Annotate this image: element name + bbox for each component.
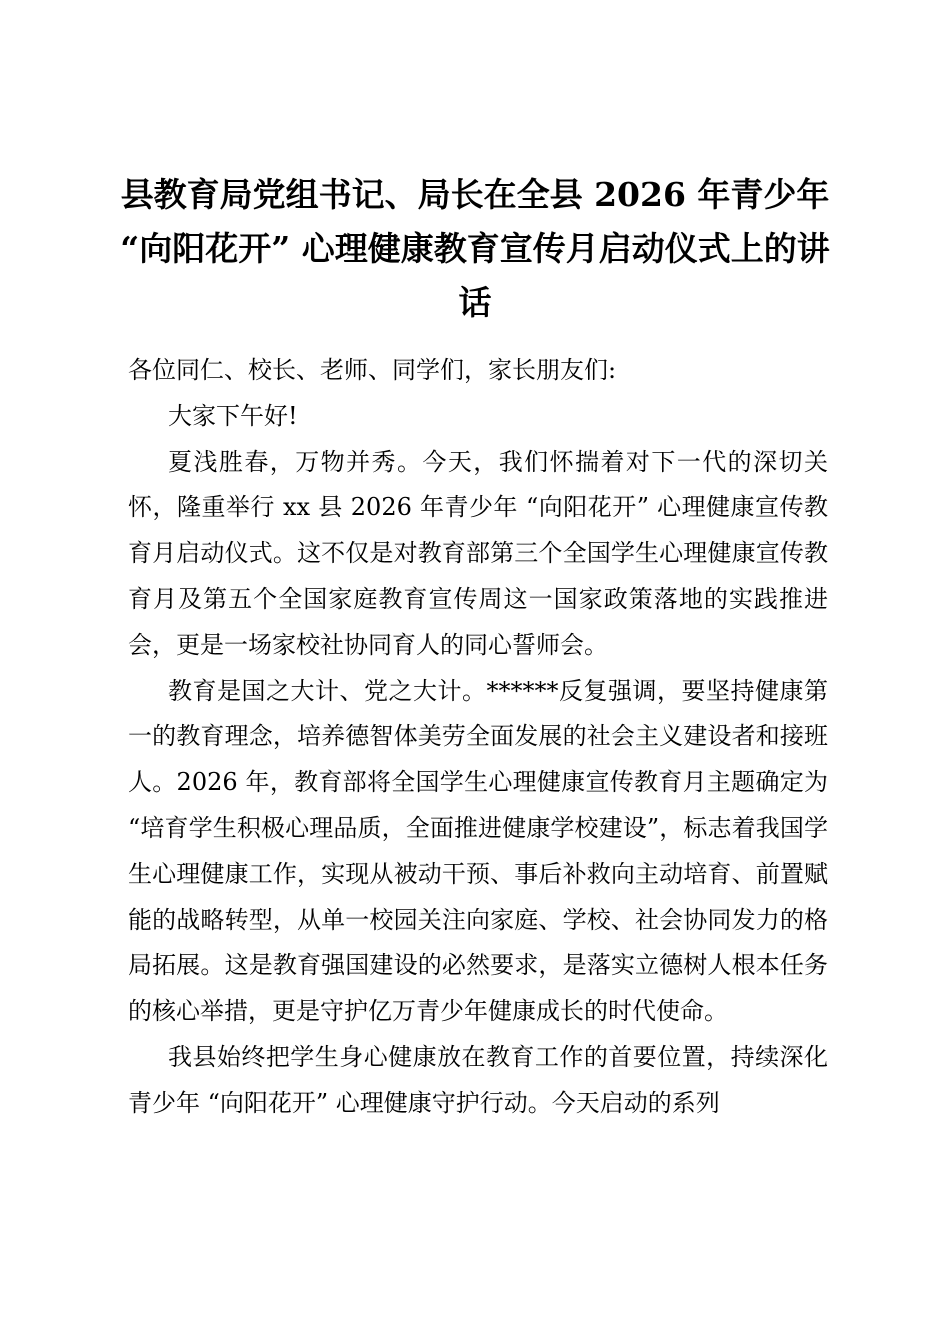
paragraph-2: 教育是国之大计、党之大计。******反复强调，要坚持健康第一的教育理念，培养德智体美劳全面发展的社会主义建设者和接班人。2026 年，教育部将全国学生心理健康宣传教育月主题确定为 “培育学生积极心理品质，全面推进健康学校建设”，标志着我国学生心理健康工作，实现从被动干预、事后补救向主动培育、前置赋能的战略转型，从单一校园关注向家庭、学校、社会协同发力的格局拓展。这是教育强国建设的必然要求，是落实立德树人根本任务的核心举措，更是守护亿万青少年健康成长的时代使命。 xyxy=(128,676,828,1026)
paragraph-3: 我县始终把学生身心健康放在教育工作的首要位置，持续深化青少年 “向阳花开” 心理健康守护行动。今天启动的系列 xyxy=(128,1042,828,1117)
greeting: 大家下午好! xyxy=(168,401,298,430)
salutation: 各位同仁、校长、老师、同学们，家长朋友们: xyxy=(128,356,617,384)
document-title: 县教育局党组书记、局长在全县 2026 年青少年 “向阳花开” 心理健康教育宣传月启动仪式上的讲话 xyxy=(120,175,830,322)
paragraph-1: 夏浅胜春，万物并秀。今天，我们怀揣着对下一代的深切关怀，隆重举行 xx 县 2026 年青少年 “向阳花开” 心理健康宣传教育月启动仪式。这不仅是对教育部第三个全国学生心理健康宣传教育月及第五个全国家庭教育宣传周这一国家政策落地的实践推进会，更是一场家校社协同育人的同心誓师会。 xyxy=(128,447,828,659)
document-body xyxy=(128,348,828,1127)
